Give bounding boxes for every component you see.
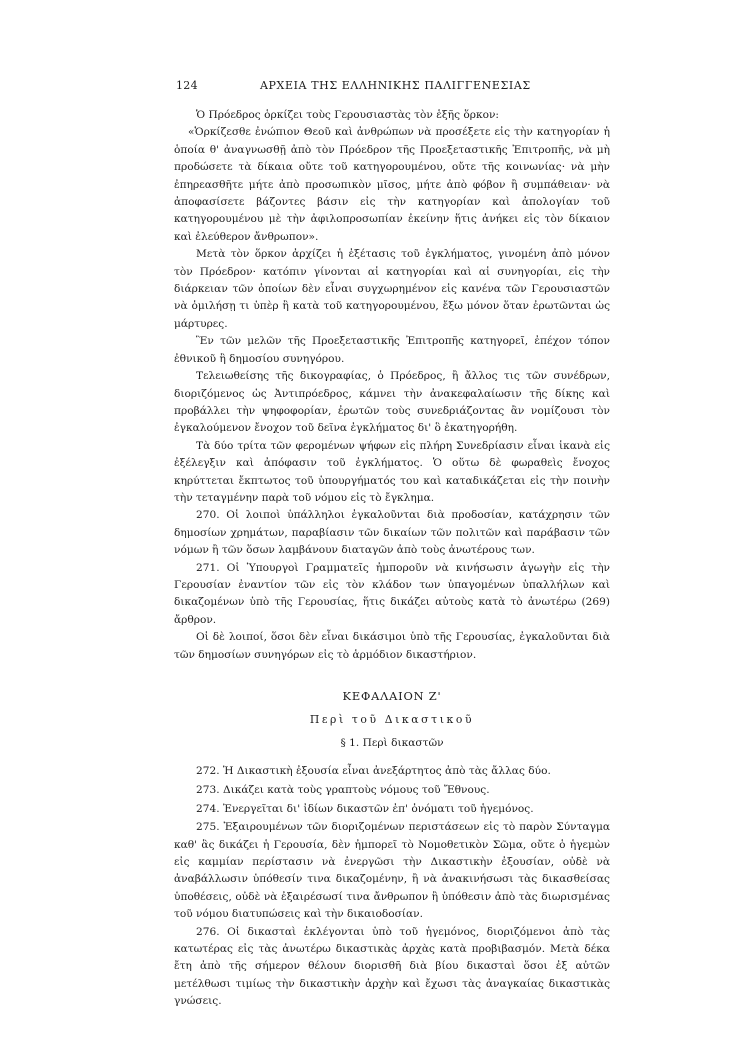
chapter-subtitle: Περὶ τοῦ Δικαστικοῦ bbox=[309, 713, 475, 727]
paragraph: Τὰ δύο τρίτα τῶν φερομένων ψήφων εἰς πλήρη Συνεδρίασιν εἶναι ἱκανὰ εἰς ἐξέλεγξιν καὶ ἀπόφασιν τοῦ ἐγκλήματος. Ὁ οὕτω δὲ φωραθεὶς ἔνοχος κηρύττεται ἔκπτωτος τοῦ ὑπουργήματός του καὶ καταδικάζεται εἰς τὴν ποινὴν τὴν τεταγμένην παρὰ τοῦ νόμου εἰς τὸ ἔγκλημα. bbox=[174, 439, 610, 504]
article-276: 276. Οἱ δικασταὶ ἐκλέγονται ὑπὸ τοῦ ἡγεμόνος, διοριζόμενοι ἀπὸ τὰς κατωτέρας εἰς τὰς ἀνωτέρω δικαστικὰς ἀρχὰς κατὰ προβιβασμόν. Μετὰ δέκα ἔτη ἀπὸ τῆς σήμερον θέλουν διορισθῆ διὰ βίου δικασταὶ ὅσοι ἐξ αὐτῶν μετέλθωσι τιμίως τὴν δικαστικὴν ἀρχὴν καὶ ἔχωσι τὰς ἀναγκαίας δικαστικὰς γνώσεις. bbox=[174, 925, 610, 1008]
article-272: 272. Ἡ Δικαστικὴ ἐξουσία εἶναι ἀνεξάρτητος ἀπὸ τὰς ἄλλας δύο. bbox=[196, 765, 551, 778]
paragraph: Τελειωθείσης τῆς δικογραφίας, ὁ Πρόεδρος, ἢ ἄλλος τις τῶν συνέδρων, διοριζόμενος ὡς Ἀντιπρόεδρος, κάμνει τὴν ἀνακεφαλαίωσιν τῆς δίκης καὶ προβάλλει τὴν ψηφοφορίαν, ἐρωτῶν τοὺς συνεδριάζοντας ἂν νομίζουσι τὸν ἐγκαλούμενον ἔνοχον τοῦ δεῖνα ἐγκλήματος δι' ὃ ἐκατηγορήθη. bbox=[174, 370, 610, 435]
article-273: 273. Δικάζει κατὰ τοὺς γραπτοὺς νόμους τοῦ Ἔθνους. bbox=[196, 784, 490, 797]
page-body bbox=[174, 105, 610, 1011]
oath-quote: «Ὁρκίζεσθε ἐνώπιον Θεοῦ καὶ ἀνθρώπων νὰ προσέξετε εἰς τὴν κατηγορίαν ἡ ὁποία θ' ἀναγνωσθῇ ἀπὸ τὸν Πρόεδρον τῆς Προεξεταστικῆς Ἐπιτροπῆς, νὰ μὴ προδώσετε τὰ δίκαια οὔτε τοῦ κατηγορουμένου, οὔτε τῆς κοινωνίας· νὰ μὴν ἐπηρεασθῆτε μήτε ἀπὸ προσωπικὸν μῖσος, μήτε ἀπὸ φόβον ἢ συμπάθειαν· νὰ ἀποφασίσετε βάζοντες βάσιν εἰς τὴν κατηγορίαν καὶ ἀπολογίαν τοῦ κατηγορουμένου μὲ τὴν ἀφιλοπροσωπίαν ἐκείνην ἥτις ἀνήκει εἰς τὸν δίκαιον καὶ ἐλεύθερον ἄνθρωπον». bbox=[174, 126, 610, 243]
page-number: 124 bbox=[176, 79, 198, 92]
paragraph: Ὁ Πρόεδρος ὁρκίζει τοὺς Γερουσιαστὰς τὸν ἑξῆς ὅρκον: bbox=[196, 109, 499, 121]
chapter-title: ΚΕΦΑΛΑΙΟΝ Ζ' bbox=[342, 689, 442, 703]
section-title: § 1. Περὶ δικαστῶν bbox=[340, 736, 444, 749]
article-274: 274. Ἐνεργεῖται δι' ἰδίων δικαστῶν ἐπ' ὀνόματι τοῦ ἡγεμόνος. bbox=[196, 803, 534, 816]
article-275: 275. Ἐξαιρουμένων τῶν διοριζομένων περιστάσεων εἰς τὸ παρὸν Σύνταγμα καθ' ἃς δικάζει ἡ Γερουσία, δὲν ἠμπορεῖ τὸ Νομοθετικὸν Σῶμα, οὔτε ὁ ἡγεμὼν εἰς καμμίαν περίστασιν νὰ ἐνεργῶσι τὴν Δικαστικὴν ἐξουσίαν, οὐδὲ νὰ ἀναβάλλωσιν ὑπόθεσίν τινα δικαζομένην, ἢ νὰ ἀνακινήσωσι τὰς δικασθείσας ὑποθέσεις, οὐδὲ νὰ ἐξαιρέσωσί τινα ἄνθρωπον ἢ ὑπόθεσιν ἀπὸ τὰς διωρισμένας τοῦ νόμου διατυπώσεις καὶ τὴν δικαιοδοσίαν. bbox=[174, 821, 610, 921]
running-title: ΑΡΧΕΙΑ ΤΗΣ ΕΛΛΗΝΙΚΗΣ ΠΑΛΙΓΓΕΝΕΣΙΑΣ bbox=[260, 79, 531, 92]
article-271: 271. Οἱ Ὑπουργοὶ Γραμματεῖς ἠμποροῦν νὰ κινήσωσιν ἀγωγὴν εἰς τὴν Γερουσίαν ἐναντίον τῶν εἰς τὸν κλάδον των ὑπαγομένων ὑπαλλήλων καὶ δικαζομένων ὑπὸ τῆς Γερουσίας, ἥτις δικάζει αὐτοὺς κατὰ τὸ ἀνωτέρω (269) ἄρθρον. bbox=[174, 561, 610, 626]
paragraph: Μετὰ τὸν ὅρκον ἀρχίζει ἡ ἐξέτασις τοῦ ἐγκλήματος, γινομένη ἀπὸ μόνον τὸν Πρόεδρον· κατόπιν γίνονται αἱ κατηγορίαι καὶ αἱ συνηγορίαι, εἰς τὴν διάρκειαν τῶν ὁποίων δὲν εἶναι συγχωρημένον εἰς κανένα τῶν Γερουσιαστῶν νὰ ὁμιλήσῃ τι ὑπὲρ ἢ κατὰ τοῦ κατηγορουμένου, ἔξω μόνον ὅταν ἐρωτῶνται ὡς μάρτυρες. bbox=[174, 248, 610, 330]
article-270: 270. Οἱ λοιποὶ ὑπάλληλοι ἐγκαλοῦνται διὰ προδοσίαν, κατάχρησιν τῶν δημοσίων χρημάτων, παραβίασιν τῶν δικαίων τῶν πολιτῶν καὶ παράβασιν τῶν νόμων ἢ τῶν ὅσων λαμβάνουν διαταγῶν ἀπὸ τοὺς ἀνωτέρους των. bbox=[174, 509, 610, 557]
page-header bbox=[176, 79, 608, 97]
paragraph: Οἱ δὲ λοιποί, ὅσοι δὲν εἶναι δικάσιμοι ὑπὸ τῆς Γερουσίας, ἐγκαλοῦνται διὰ τῶν δημοσίων συνηγόρων εἰς τὸ ἁρμόδιον δικαστήριον. bbox=[174, 631, 610, 661]
paragraph: Ἓν τῶν μελῶν τῆς Προεξεταστικῆς Ἐπιτροπῆς κατηγορεῖ, ἐπέχον τόπον ἐθνικοῦ ἢ δημοσίου συνηγόρου. bbox=[174, 335, 610, 365]
